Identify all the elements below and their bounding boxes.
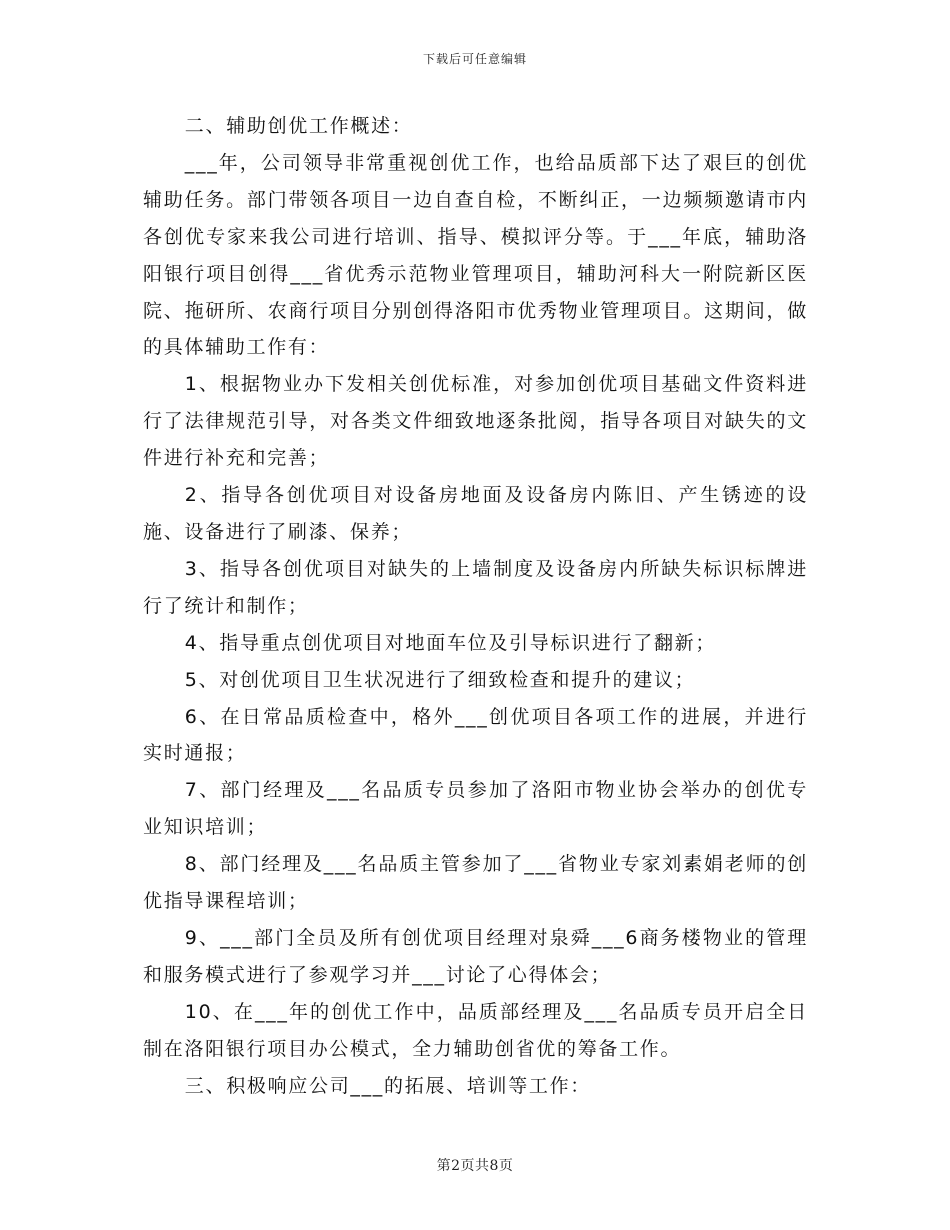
list-item-5: 5、对创优项目卫生状况进行了细致检查和提升的建议；	[184, 668, 696, 691]
list-item-4: 4、指导重点创优项目对地面车位及引导标识进行了翻新；	[184, 631, 717, 654]
list-item-10: 10、在___年的创优工作中，品质部经理及___名品质专员开启全日制在洛阳银行项目办公模式，全力辅助创省优的筹备工作。	[143, 1000, 808, 1060]
section-heading-3: 三、积极响应公司___的拓展、培训等工作：	[184, 1074, 591, 1097]
list-item-7: 7、部门经理及___名品质专员参加了洛阳市物业协会举办的创优专业知识培训；	[143, 779, 808, 839]
header-note: 下载后可任意编辑	[422, 52, 527, 66]
list-item-6: 6、在日常品质检查中，格外___创优项目各项工作的进展，并进行实时通报；	[143, 705, 808, 765]
section-heading-2: 二、辅助创优工作概述：	[184, 115, 413, 137]
page-number: 第2页共8页	[436, 1158, 514, 1174]
list-item-9: 9、___部门全员及所有创优项目经理对泉舜___6商务楼物业的管理和服务模式进行了参观学习并___讨论了心得体会；	[143, 926, 808, 986]
document-body	[143, 108, 808, 1104]
paragraph-overview: ___年，公司领导非常重视创优工作，也给品质部下达了艰巨的创优辅助任务。部门带领各项目一边自查自检，不断纠正，一边频频邀请市内各创优专家来我公司进行培训、指导、模拟评分等。于___年底，辅助洛阳银行项目创得___省优秀示范物业管理项目，辅助河科大一附院新区医院、拖研所、农商行项目分别创得洛阳市优秀物业管理项目。这期间，做的具体辅助工作有：	[143, 151, 808, 359]
list-item-8: 8、部门经理及___名品质主管参加了___省物业专家刘素娟老师的创优指导课程培训；	[143, 853, 808, 913]
list-item-2: 2、指导各创优项目对设备房地面及设备房内陈旧、产生锈迹的设施、设备进行了刷漆、保养；	[143, 484, 808, 543]
list-item-3: 3、指导各创优项目对缺失的上墙制度及设备房内所缺失标识标牌进行了统计和制作；	[143, 557, 808, 617]
list-item-1: 1、根据物业办下发相关创优标准，对参加创优项目基础文件资料进行了法律规范引导，对各类文件细致地逐条批阅，指导各项目对缺失的文件进行补充和完善；	[143, 373, 808, 470]
